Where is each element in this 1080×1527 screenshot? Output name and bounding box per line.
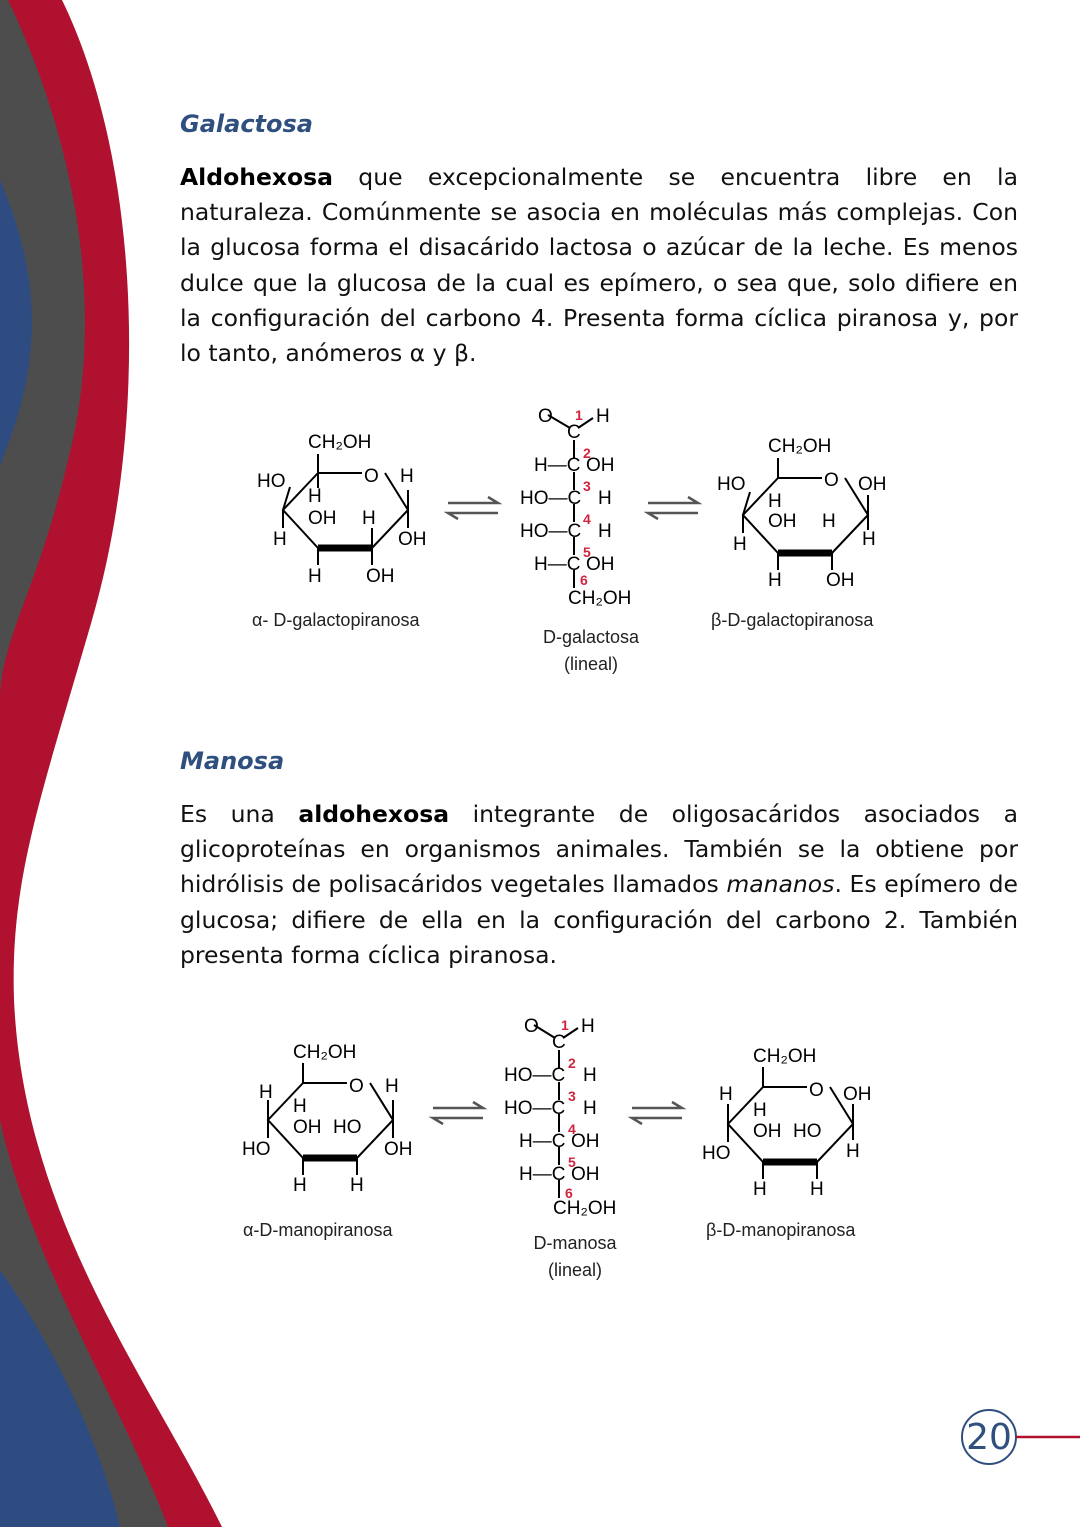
mananos-italic-term: mananos bbox=[726, 870, 835, 899]
ring-oxygen-label: O bbox=[364, 466, 379, 487]
h-label: H bbox=[273, 529, 287, 550]
section-heading-manosa: Manosa bbox=[180, 747, 285, 775]
h-label: H bbox=[362, 508, 376, 529]
equilibrium-arrow bbox=[433, 1102, 483, 1124]
ho-label: HO bbox=[702, 1143, 731, 1164]
h-label: H bbox=[308, 566, 322, 587]
aldehyde-oxygen-label: O bbox=[524, 1016, 539, 1037]
equilibrium-arrow bbox=[648, 497, 698, 519]
h-label: H bbox=[768, 491, 782, 512]
carbon-label: C bbox=[552, 1032, 566, 1053]
carbon-number: 6 bbox=[580, 572, 588, 588]
oh-label: OH bbox=[768, 511, 797, 532]
d-galactose-linear bbox=[520, 406, 631, 609]
mannose-figure bbox=[0, 1005, 1080, 1295]
h-label: H bbox=[862, 529, 876, 550]
carbon-number: 3 bbox=[568, 1088, 576, 1104]
carbon-number: 6 bbox=[565, 1185, 573, 1201]
oh-label: OH bbox=[826, 570, 855, 591]
h-label: H bbox=[308, 486, 322, 507]
h-label: H bbox=[719, 1084, 733, 1105]
lineal-label: (lineal) bbox=[547, 1260, 603, 1280]
beta-galactopyranose-label: β-D-galactopiranosa bbox=[711, 610, 874, 630]
carbon-number: 2 bbox=[568, 1055, 576, 1071]
carbon-label: C bbox=[567, 422, 581, 443]
h-label: H bbox=[753, 1100, 767, 1121]
oh-label: OH bbox=[571, 1131, 600, 1152]
ho-label: HO bbox=[333, 1117, 362, 1138]
page-number-badge bbox=[960, 1408, 1080, 1470]
d-galactose-label: D-galactosa bbox=[542, 627, 640, 647]
carbon-number: 2 bbox=[583, 445, 591, 461]
galactosa-paragraph-text: que excepcionalmente se encuentra libre en la naturaleza. Comúnmente se asocia en moléculas más complejas. Con la glucosa forma el disacárido lactosa o azúcar de la leche. Es menos dulce que la glucosa de la cual es epímero, o sea que, solo difiere en la configuración del carbono 4. Presenta forma cíclica piranosa y, por lo tanto, anómeros α y β. bbox=[180, 163, 1018, 368]
ch2oh-label: CH₂OH bbox=[308, 432, 372, 453]
carbon-number: 5 bbox=[583, 544, 591, 560]
aldehyde-oxygen-label: O bbox=[538, 406, 553, 427]
ho-label: HO bbox=[257, 471, 286, 492]
d-mannose-label: D-manosa bbox=[533, 1233, 617, 1253]
h-label: H bbox=[581, 1016, 595, 1037]
oh-label: OH bbox=[858, 474, 887, 495]
h-c-label: H—C bbox=[534, 455, 581, 476]
carbon-number: 1 bbox=[561, 1017, 569, 1033]
alpha-mannopyranose-label: α-D-manopiranosa bbox=[243, 1220, 393, 1240]
carbon-number: 1 bbox=[575, 407, 583, 423]
manosa-paragraph-text: Es una bbox=[180, 800, 299, 828]
ch2oh-label: CH₂OH bbox=[568, 588, 632, 609]
beta-d-galactopyranose bbox=[717, 436, 887, 591]
ch2oh-label: CH₂OH bbox=[753, 1046, 817, 1067]
galactose-figure bbox=[0, 395, 1080, 695]
ch2oh-label: CH₂OH bbox=[293, 1042, 357, 1063]
ring-oxygen-label: O bbox=[349, 1076, 364, 1097]
h-label: H bbox=[753, 1179, 767, 1200]
alpha-d-mannopyranose bbox=[242, 1042, 413, 1196]
manosa-paragraph bbox=[180, 797, 1018, 973]
h-label: H bbox=[400, 466, 414, 487]
carbon-number: 5 bbox=[568, 1154, 576, 1170]
h-label: H bbox=[293, 1096, 307, 1117]
oh-label: OH bbox=[586, 554, 615, 575]
ho-c-label: HO—C bbox=[504, 1098, 566, 1119]
ho-label: HO bbox=[793, 1121, 822, 1142]
h-label: H bbox=[598, 488, 612, 509]
h-label: H bbox=[822, 511, 836, 532]
oh-label: OH bbox=[384, 1139, 413, 1160]
page-number: 20 bbox=[966, 1416, 1012, 1458]
oh-label: OH bbox=[398, 529, 427, 550]
alpha-d-galactopyranose bbox=[257, 432, 427, 587]
equilibrium-arrow bbox=[448, 497, 498, 519]
beta-mannopyranose-label: β-D-manopiranosa bbox=[706, 1220, 856, 1240]
carbon-number: 4 bbox=[568, 1121, 576, 1137]
oh-label: OH bbox=[571, 1164, 600, 1185]
ho-c-label: HO—C bbox=[520, 488, 582, 509]
section-heading-galactosa: Galactosa bbox=[180, 110, 313, 138]
oh-label: OH bbox=[753, 1121, 782, 1142]
h-label: H bbox=[350, 1175, 364, 1196]
h-label: H bbox=[583, 1098, 597, 1119]
carbon-number: 4 bbox=[583, 511, 591, 527]
galactosa-paragraph bbox=[180, 160, 1018, 371]
h-c-label: H—C bbox=[534, 554, 581, 575]
h-label: H bbox=[733, 534, 747, 555]
d-mannose-linear bbox=[504, 1016, 616, 1219]
oh-label: OH bbox=[843, 1084, 872, 1105]
manosa-paragraph-text: . Es epímero de glucosa; difiere de ella en la configuración del carbono 2. También presenta forma cíclica piranosa. bbox=[180, 870, 1019, 969]
equilibrium-arrow bbox=[632, 1102, 682, 1124]
lineal-label: (lineal) bbox=[563, 654, 619, 674]
h-label: H bbox=[293, 1175, 307, 1196]
h-label: H bbox=[259, 1082, 273, 1103]
manosa-bold-term: aldohexosa bbox=[298, 800, 450, 828]
h-label: H bbox=[768, 570, 782, 591]
h-label: H bbox=[596, 406, 610, 427]
ho-c-label: HO—C bbox=[520, 521, 582, 542]
h-c-label: H—C bbox=[519, 1164, 566, 1185]
ho-label: HO bbox=[717, 474, 746, 495]
galactosa-bold-term: Aldohexosa bbox=[180, 163, 334, 191]
oh-label: OH bbox=[308, 508, 337, 529]
h-label: H bbox=[385, 1076, 399, 1097]
oh-label: OH bbox=[586, 455, 615, 476]
oh-label: OH bbox=[366, 566, 395, 587]
manosa-paragraph-text: integrante de oligosacáridos asociados a glicoproteínas en organismos animales. También se la obtiene por hidrólisis de polisacáridos vegetales llamados bbox=[180, 800, 1018, 899]
h-label: H bbox=[810, 1179, 824, 1200]
h-label: H bbox=[846, 1141, 860, 1162]
ho-c-label: HO—C bbox=[504, 1065, 566, 1086]
h-label: H bbox=[598, 521, 612, 542]
ring-oxygen-label: O bbox=[809, 1080, 824, 1101]
h-label: H bbox=[583, 1065, 597, 1086]
ch2oh-label: CH₂OH bbox=[768, 436, 832, 457]
beta-d-mannopyranose bbox=[702, 1046, 872, 1200]
carbon-number: 3 bbox=[583, 478, 591, 494]
ch2oh-label: CH₂OH bbox=[553, 1198, 617, 1219]
ring-oxygen-label: O bbox=[824, 470, 839, 491]
oh-label: OH bbox=[293, 1117, 322, 1138]
alpha-galactopyranose-label: α- D-galactopiranosa bbox=[252, 610, 420, 630]
ho-label: HO bbox=[242, 1139, 271, 1160]
h-c-label: H—C bbox=[519, 1131, 566, 1152]
